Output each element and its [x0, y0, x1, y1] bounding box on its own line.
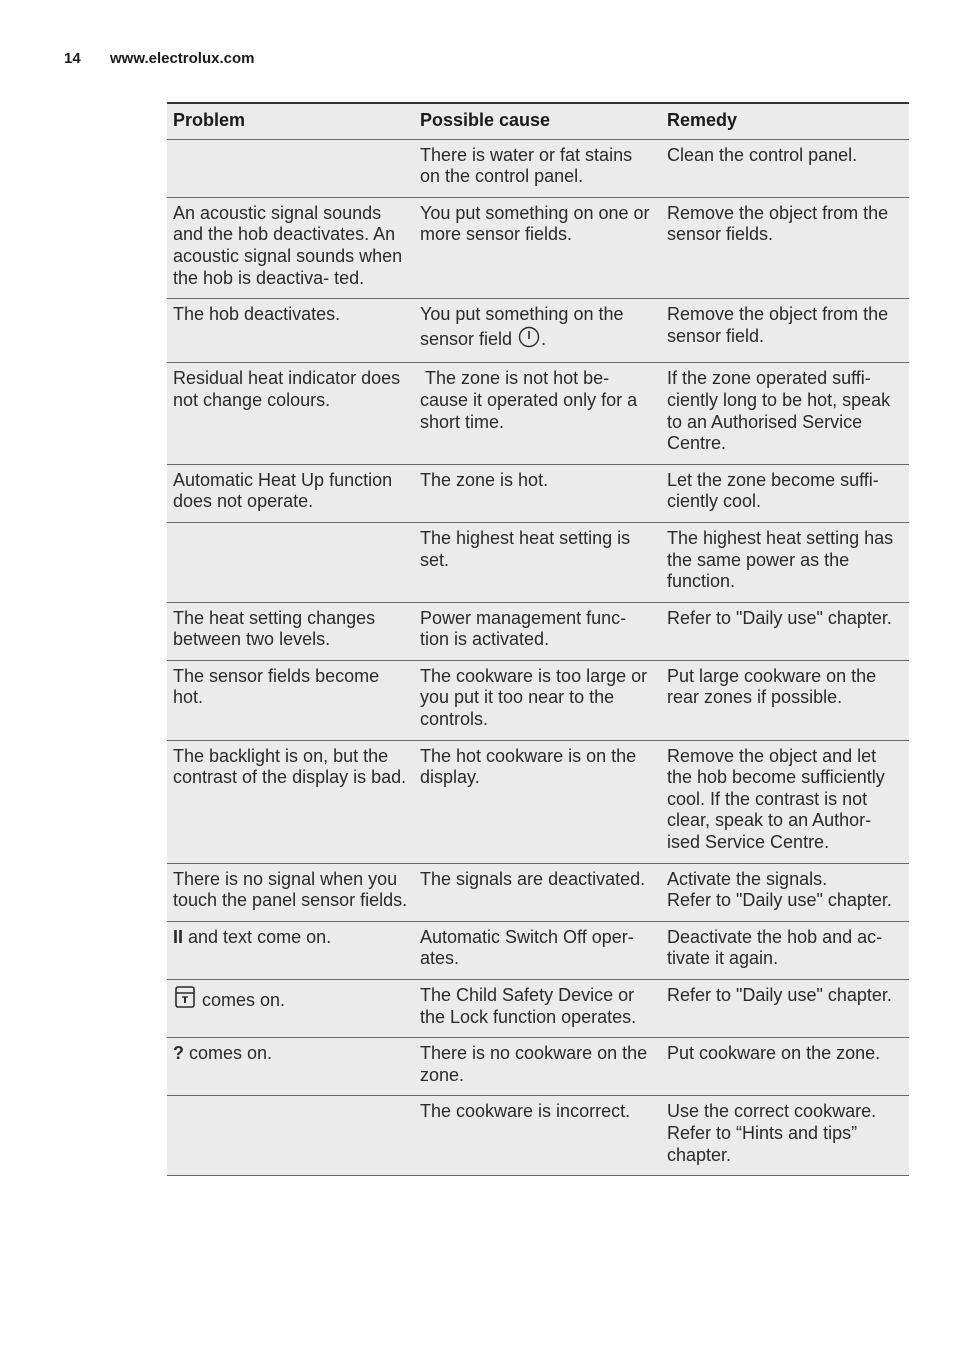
table-row [167, 660, 909, 740]
question-glyph: ? [173, 1043, 184, 1064]
remedy-cell: Clean the control panel. [661, 139, 909, 197]
remedy-cell: Remove the object from the sensor fields. [661, 197, 909, 298]
table-row [167, 139, 909, 197]
table-row [167, 197, 909, 298]
problem-cell [167, 522, 414, 602]
problem-cell: The sensor fields become hot. [167, 660, 414, 740]
problem-cell: Automatic Heat Up function does not operate. [167, 464, 414, 522]
remedy-cell [661, 863, 909, 921]
problem-cell: There is no signal when you touch the panel sensor fields. [167, 863, 414, 921]
page-number: 14 [64, 50, 81, 67]
table-row [167, 980, 909, 1038]
cause-cell: There is water or fat stains on the control panel. [414, 139, 661, 197]
remedy-line: Refer to "Daily use" chapter. [667, 890, 892, 911]
cause-cell: The cookware is incorrect. [414, 1096, 661, 1176]
table-row [167, 740, 909, 863]
table-row [167, 602, 909, 660]
cause-cell: The cookware is too large or you put it too near to the controls. [414, 660, 661, 740]
problem-cell [167, 980, 414, 1038]
header-problem: Problem [167, 103, 414, 139]
cause-cell: Power management func- tion is activated. [414, 602, 661, 660]
remedy-cell: Refer to "Daily use" chapter. [661, 980, 909, 1038]
cause-cell: You put something on one or more sensor fields. [414, 197, 661, 298]
page-header [64, 50, 255, 67]
pause-glyph: II [173, 926, 184, 947]
remedy-cell: If the zone operated suffi- ciently long to be hot, speak to an Authorised Service Centre. [661, 363, 909, 464]
remedy-cell: Remove the object from the sensor field. [661, 299, 909, 363]
problem-cell: An acoustic signal sounds and the hob deactivates. An acoustic signal sounds when the hob is deactiva- ted. [167, 197, 414, 298]
power-icon [518, 326, 540, 354]
remedy-cell: Deactivate the hob and ac- tivate it again. [661, 921, 909, 979]
problem-cell [167, 921, 414, 979]
problem-text: and text come on. [183, 926, 332, 947]
cause-cell: There is no cookware on the zone. [414, 1038, 661, 1096]
problem-cell: Residual heat indicator does not change colours. [167, 363, 414, 464]
child-lock-icon [174, 985, 196, 1015]
remedy-cell [661, 1096, 909, 1176]
problem-text: comes on. [197, 990, 286, 1010]
cause-text: You put something on the sensor field [420, 304, 624, 349]
remedy-line: Refer to “Hints and tips” chapter. [667, 1122, 858, 1165]
remedy-cell: The highest heat setting has the same power as the function. [661, 522, 909, 602]
table-row [167, 1038, 909, 1096]
table-row [167, 299, 909, 363]
remedy-cell: Refer to "Daily use" chapter. [661, 602, 909, 660]
remedy-cell: Remove the object and let the hob become sufficiently cool. If the contrast is not clear, speak to an Author- ised Service Centre. [661, 740, 909, 863]
remedy-line: Activate the signals. [667, 868, 828, 889]
remedy-cell: Let the zone become suffi- ciently cool. [661, 464, 909, 522]
table-row [167, 1096, 909, 1176]
problem-cell: The hob deactivates. [167, 299, 414, 363]
header-possible-cause: Possible cause [414, 103, 661, 139]
table-row [167, 863, 909, 921]
cause-cell: The zone is not hot be- cause it operated only for a short time. [414, 363, 661, 464]
remedy-cell: Put cookware on the zone. [661, 1038, 909, 1096]
remedy-line: Use the correct cookware. [667, 1101, 877, 1122]
problem-cell [167, 1096, 414, 1176]
cause-cell: Automatic Switch Off oper- ates. [414, 921, 661, 979]
table-row [167, 464, 909, 522]
cause-cell: The highest heat setting is set. [414, 522, 661, 602]
table-row [167, 921, 909, 979]
troubleshooting-table [167, 102, 909, 1176]
table-row [167, 522, 909, 602]
cause-text-end: . [541, 328, 547, 349]
cause-cell: The zone is hot. [414, 464, 661, 522]
cause-cell [414, 299, 661, 363]
cause-cell: The Child Safety Device or the Lock function operates. [414, 980, 661, 1038]
problem-cell [167, 139, 414, 197]
header-remedy: Remedy [661, 103, 909, 139]
site-url: www.electrolux.com [110, 50, 255, 67]
problem-cell: The heat setting changes between two levels. [167, 602, 414, 660]
problem-cell: The backlight is on, but the contrast of the display is bad. [167, 740, 414, 863]
table-row [167, 363, 909, 464]
problem-text: comes on. [184, 1043, 273, 1064]
remedy-cell: Put large cookware on the rear zones if possible. [661, 660, 909, 740]
table-header-row [167, 103, 909, 139]
cause-cell: The hot cookware is on the display. [414, 740, 661, 863]
problem-cell [167, 1038, 414, 1096]
cause-cell: The signals are deactivated. [414, 863, 661, 921]
